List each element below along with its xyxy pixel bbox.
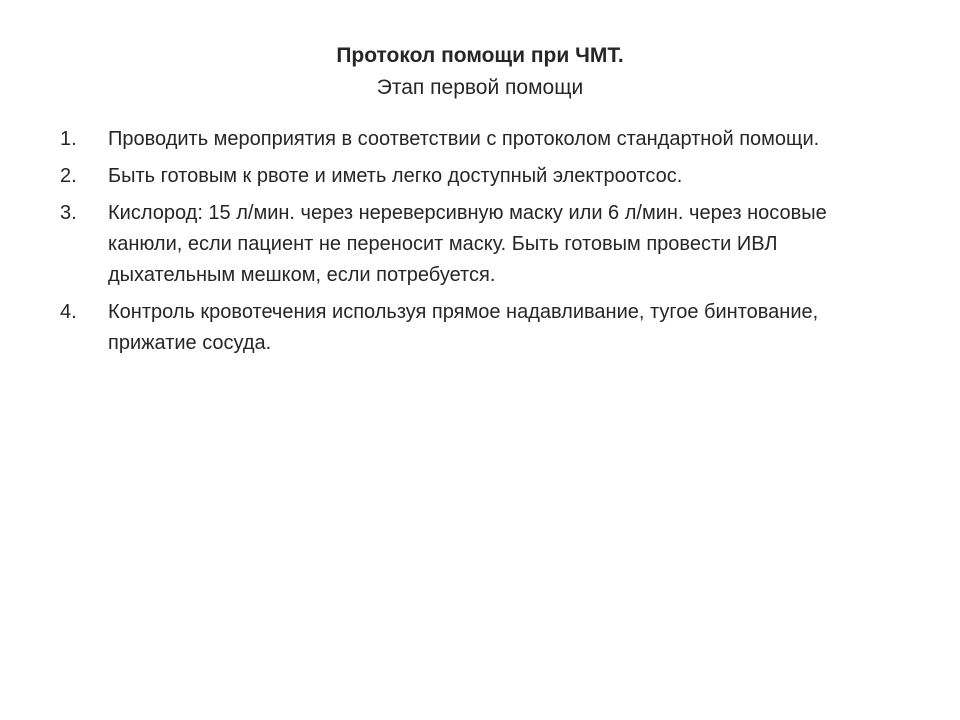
list-item-text: Проводить мероприятия в соответствии с протоколом стандартной помощи.	[108, 128, 820, 150]
page-subtitle: Этап первой помощи	[376, 76, 584, 99]
list-item-text: Кислород: 15 л/мин. через нереверсивную маску или 6 л/мин. через носовые канюли, если пациент не переносит маску. Быть готовым провести ИВЛ дыхательным мешком, если потребуется.	[108, 202, 827, 286]
list-item-2	[60, 161, 900, 192]
list-item-3	[60, 198, 900, 291]
list-item-1	[60, 124, 900, 155]
title-block	[0, 40, 960, 104]
list-item-text: Контроль кровотечения используя прямое надавливание, тугое бинтование, прижатие сосуда.	[108, 301, 819, 354]
page-title: Протокол помощи при ЧМТ.	[336, 44, 624, 67]
list-item-number: 2.	[60, 165, 77, 187]
list-item-number: 3.	[60, 202, 77, 224]
list-item-number: 1.	[60, 128, 77, 150]
protocol-list	[60, 124, 900, 365]
list-item-number: 4.	[60, 301, 77, 323]
list-item-4	[60, 297, 900, 359]
list-item-text: Быть готовым к рвоте и иметь легко доступный электроотсос.	[108, 165, 683, 187]
